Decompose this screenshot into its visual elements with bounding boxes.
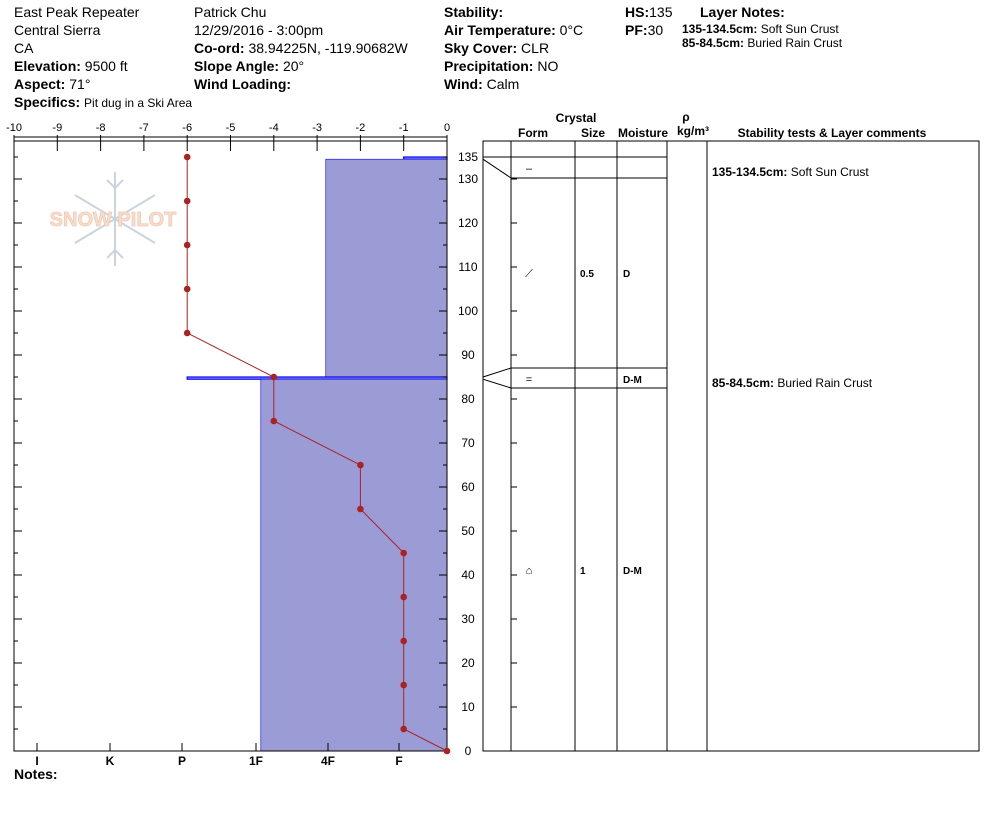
header-moisture: Moisture xyxy=(617,126,669,140)
coordinates: Co-ord: 38.94225N, -119.90682W xyxy=(194,40,408,56)
depth-tick-label: 110 xyxy=(458,260,478,274)
depth-tick-label: 90 xyxy=(461,348,475,362)
slope-angle: Slope Angle: 20° xyxy=(194,58,305,74)
layer-note-2: 85-84.5cm: Buried Rain Crust xyxy=(682,36,843,50)
header-crystal: Crystal xyxy=(555,111,597,125)
hardness-tick-label: K xyxy=(105,754,115,768)
notes-label: Notes: xyxy=(14,766,58,782)
observer: Patrick Chu xyxy=(194,4,267,20)
depth-tick-label: 10 xyxy=(461,700,475,714)
depth-tick-label: 135 xyxy=(457,150,479,164)
table-frame xyxy=(483,141,979,751)
temp-tick-label: 0 xyxy=(443,122,451,134)
temperature-point xyxy=(400,726,407,733)
hardness-layer-4 xyxy=(261,379,447,751)
hardness-layer-2 xyxy=(326,159,447,377)
depth-tick-label: 80 xyxy=(461,392,475,406)
temperature-point xyxy=(444,748,451,755)
depth-tick-label: 30 xyxy=(461,612,475,626)
depth-tick-label: 60 xyxy=(461,480,475,494)
layer-comment-range: 85-84.5cm: xyxy=(712,376,775,390)
temp-tick-label: -10 xyxy=(6,122,22,134)
wind-loading: Wind Loading: xyxy=(194,76,292,92)
temperature-point xyxy=(400,682,407,689)
layer-comment-text: Buried Rain Crust xyxy=(774,376,873,390)
depth-tick-label: 20 xyxy=(461,656,475,670)
temp-tick-label: -8 xyxy=(95,122,106,134)
temp-tick-label: -2 xyxy=(355,122,366,134)
depth-tick-label: 50 xyxy=(461,524,475,538)
row-form-2: = xyxy=(525,374,533,386)
header-density: kg/m³ xyxy=(676,124,710,138)
pit-depth: PF:30 xyxy=(625,22,664,38)
temp-tick-label: -7 xyxy=(139,122,149,134)
temp-tick-label: -9 xyxy=(52,122,63,134)
row-form-1: ⟋ xyxy=(525,268,533,280)
layer-comment-text: Soft Sun Crust xyxy=(787,165,869,179)
aspect: Aspect: 71° xyxy=(14,76,91,92)
row-form-4: – xyxy=(525,163,533,175)
layer-connector xyxy=(483,159,511,178)
header-rho: ρ xyxy=(682,110,690,124)
temperature-point xyxy=(184,330,191,337)
hardness-tick-label: 1F xyxy=(248,754,264,768)
row-moisture-1: D xyxy=(623,269,631,280)
temperature-point xyxy=(357,462,364,469)
snowpilot-watermark xyxy=(50,172,177,266)
temperature-point xyxy=(271,418,278,425)
temperature-point xyxy=(400,638,407,645)
temperature-point xyxy=(400,594,407,601)
hardness-tick-label: 4F xyxy=(320,754,336,768)
layer-comment-range: 135-134.5cm: xyxy=(712,165,788,179)
snow-height: HS:135 xyxy=(625,4,673,20)
row-size-3: 1 xyxy=(580,566,586,577)
temperature-point xyxy=(184,154,191,161)
temp-tick-label: -4 xyxy=(268,122,279,134)
specifics: Specifics: Pit dug in a Ski Area xyxy=(14,94,193,110)
temperature-point xyxy=(184,198,191,205)
header-comments: Stability tests & Layer comments xyxy=(737,126,927,140)
temp-tick-label: -6 xyxy=(182,122,193,134)
temperature-point xyxy=(400,550,407,557)
row-form-3: ⌂ xyxy=(525,565,533,577)
row-moisture-2: D-M xyxy=(623,375,642,386)
layer-connector xyxy=(483,379,511,388)
hardness-tick-label: I xyxy=(35,754,39,768)
depth-tick-label: 100 xyxy=(457,304,479,318)
layer-notes-title: Layer Notes: xyxy=(700,4,785,20)
hardness-layer-1 xyxy=(404,157,447,159)
temp-tick-label: -3 xyxy=(312,122,322,134)
hardness-tick-label: F xyxy=(395,754,403,768)
layer-comment-2 xyxy=(712,376,873,390)
row-size-1: 0.5 xyxy=(580,269,594,280)
elevation: Elevation: 9500 ft xyxy=(14,58,128,74)
hardness-tick-label: P xyxy=(177,754,187,768)
sky-cover: Sky Cover: CLR xyxy=(444,40,550,56)
depth-tick-label: 0 xyxy=(464,744,472,758)
mountain-range: Central Sierra xyxy=(14,22,101,38)
temperature-point xyxy=(357,506,364,513)
watermark-text: SNOW PILOT xyxy=(49,209,177,231)
precipitation: Precipitation: NO xyxy=(444,58,559,74)
depth-tick-label: 120 xyxy=(457,216,479,230)
state: CA xyxy=(14,40,34,56)
datetime: 12/29/2016 - 3:00pm xyxy=(194,22,324,38)
layer-note-1: 135-134.5cm: Soft Sun Crust xyxy=(682,22,839,36)
depth-tick-label: 40 xyxy=(461,568,475,582)
layer-connector xyxy=(483,368,511,377)
header-size: Size xyxy=(580,126,606,140)
depth-tick-label: 70 xyxy=(461,436,475,450)
stability: Stability: xyxy=(444,4,504,20)
wind: Wind: Calm xyxy=(444,76,520,92)
air-temperature: Air Temperature: 0°C xyxy=(444,22,584,38)
layer-comment-1 xyxy=(712,165,869,179)
location: East Peak Repeater xyxy=(14,4,140,20)
temperature-point xyxy=(184,286,191,293)
row-moisture-3: D-M xyxy=(623,566,642,577)
depth-tick-label: 130 xyxy=(457,172,479,186)
temp-tick-label: -1 xyxy=(398,122,409,134)
temperature-point xyxy=(271,374,278,381)
temp-tick-label: -5 xyxy=(225,122,236,134)
hardness-layer-3 xyxy=(187,377,447,379)
temperature-point xyxy=(184,242,191,249)
header-form: Form xyxy=(518,126,548,140)
